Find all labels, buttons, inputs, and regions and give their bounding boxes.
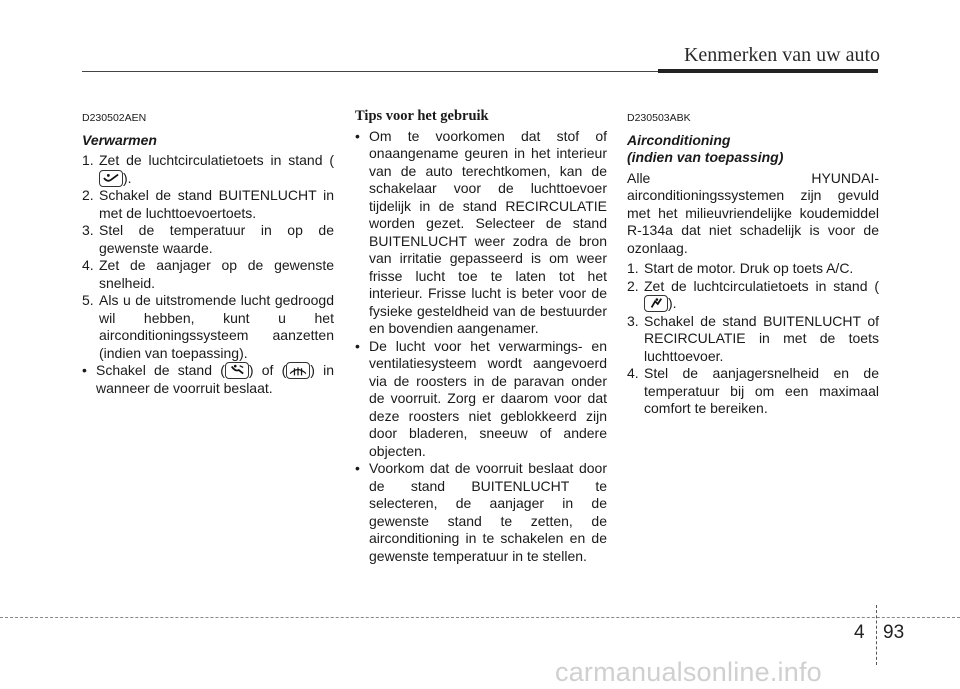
column-tips bbox=[355, 110, 607, 565]
item-number: 4. bbox=[82, 257, 94, 273]
recirculation-mode-icon bbox=[644, 295, 668, 312]
footer-rule bbox=[0, 617, 960, 618]
column-airconditioning bbox=[627, 110, 879, 418]
item-number: 3. bbox=[627, 312, 639, 329]
list-item bbox=[82, 152, 334, 187]
item-text: Zet de aanjager op de gewenste snelheid. bbox=[99, 257, 334, 291]
list-item bbox=[627, 313, 879, 366]
bullet-marker: • bbox=[82, 362, 87, 378]
header-rule-accent bbox=[658, 69, 878, 73]
item-text bbox=[96, 362, 334, 397]
item-text bbox=[644, 278, 879, 313]
list-item bbox=[627, 278, 879, 313]
item-text: Om te voorkomen dat stof of onaangename geuren in het interieur van de auto terechtkomen, kan de schakelaar voor de luchttoevoer tijdelijk in de stand RECIRCULATIE worden gezet. Selecteer de stand BUITENLUCHT weer zodra de bron van irritatie gepasseerd is om weer frisse lucht toe te laten tot het interieur. Frisse lucht is beter voor de fysieke gesteldheid van de bestuurder en bovendien aangenamer. bbox=[369, 127, 607, 336]
chapter-number: 4 bbox=[854, 622, 865, 643]
fresh-air-mode-icon bbox=[99, 170, 123, 187]
bullet-marker: • bbox=[355, 460, 360, 476]
section-subtitle: (indien van toepassing) bbox=[627, 149, 784, 165]
item-text: Als u de uitstromende lucht gedroogd wil hebben, kunt u het airconditioningssysteem aanzetten (indien van toepassing). bbox=[99, 292, 334, 361]
item-number: 1. bbox=[627, 260, 639, 276]
item-text: Stel de aanjagersnelheid en de temperatuur bij om een maximaal comfort te bereiken. bbox=[644, 365, 879, 416]
item-text-part: ). bbox=[668, 295, 677, 311]
header-title: Kenmerken van uw auto bbox=[683, 44, 880, 66]
bullet-item bbox=[355, 460, 607, 565]
item-text-part: ) in wanneer de voorruit beslaat. bbox=[96, 362, 334, 396]
item-number: 3. bbox=[82, 222, 94, 238]
item-text: Stel de temperatuur in op de gewenste waarde. bbox=[99, 222, 334, 256]
section-code: D230502AEN bbox=[82, 112, 147, 124]
list-item bbox=[82, 292, 334, 362]
list-item bbox=[627, 260, 879, 278]
item-number: 1. bbox=[82, 152, 94, 168]
page-number-divider bbox=[876, 605, 878, 665]
list-item bbox=[82, 257, 334, 292]
item-text-part: Schakel de stand ( bbox=[96, 362, 225, 378]
item-text: Schakel de stand BUITENLUCHT of RECIRCULATIE in met de toets luchttoevoer. bbox=[644, 312, 879, 364]
section-title: Tips voor het gebruik bbox=[355, 108, 489, 124]
item-number: 2. bbox=[82, 187, 94, 203]
watermark: carmanualsonline.info bbox=[555, 657, 822, 687]
item-text-part: Zet de luchtcirculatietoets in stand ( bbox=[644, 277, 879, 294]
bullet-marker: • bbox=[355, 337, 360, 354]
section-title: Verwarmen bbox=[82, 131, 157, 148]
item-text bbox=[99, 152, 334, 187]
bullet-item bbox=[82, 362, 334, 397]
item-text: Start de motor. Druk op toets A/C. bbox=[644, 260, 854, 276]
item-text: Schakel de stand BUITENLUCHT in met de luchttoevoertoets. bbox=[99, 187, 334, 221]
item-text-part: Zet de luchtcirculatietoets in stand ( bbox=[99, 152, 334, 168]
section-title: Airconditioning bbox=[627, 131, 731, 148]
intro-paragraph: Alle HYUNDAI-airconditioningssystemen zijn gevuld met het milieuvriendelijke koudemiddel R-134a dat niet schadelijk is voor de ozonlaag. bbox=[627, 169, 879, 256]
list-item bbox=[82, 222, 334, 257]
list-item bbox=[627, 365, 879, 418]
floor-defrost-mode-icon bbox=[225, 362, 249, 379]
windshield-defrost-icon bbox=[286, 362, 310, 379]
column-heating bbox=[82, 110, 334, 397]
item-number: 2. bbox=[627, 277, 639, 294]
item-text: Voorkom dat de voorruit beslaat door de stand BUITENLUCHT te selecteren, de aanjager in de gewenste stand te zetten, de airconditioning in te schakelen en de gewenste temperatuur in te stellen. bbox=[369, 460, 607, 564]
section-code: D230503ABK bbox=[627, 112, 691, 124]
item-number: 4. bbox=[627, 365, 639, 381]
list-item bbox=[82, 187, 334, 222]
item-text-part: ) of ( bbox=[248, 362, 287, 378]
bullet-item bbox=[355, 128, 607, 338]
page-number: 93 bbox=[883, 622, 905, 643]
bullet-item bbox=[355, 338, 607, 461]
bullet-marker: • bbox=[355, 127, 360, 144]
item-text-part: ). bbox=[123, 169, 132, 186]
item-number: 5. bbox=[82, 292, 94, 308]
item-text: De lucht voor het verwarmings- en ventilatiesysteem wordt aangevoerd via de roosters in de paravan onder de voorruit. Zorg er daarom voor dat deze roosters niet geblokkeerd zijn door bladeren, sneeuw of andere objecten. bbox=[369, 337, 607, 459]
